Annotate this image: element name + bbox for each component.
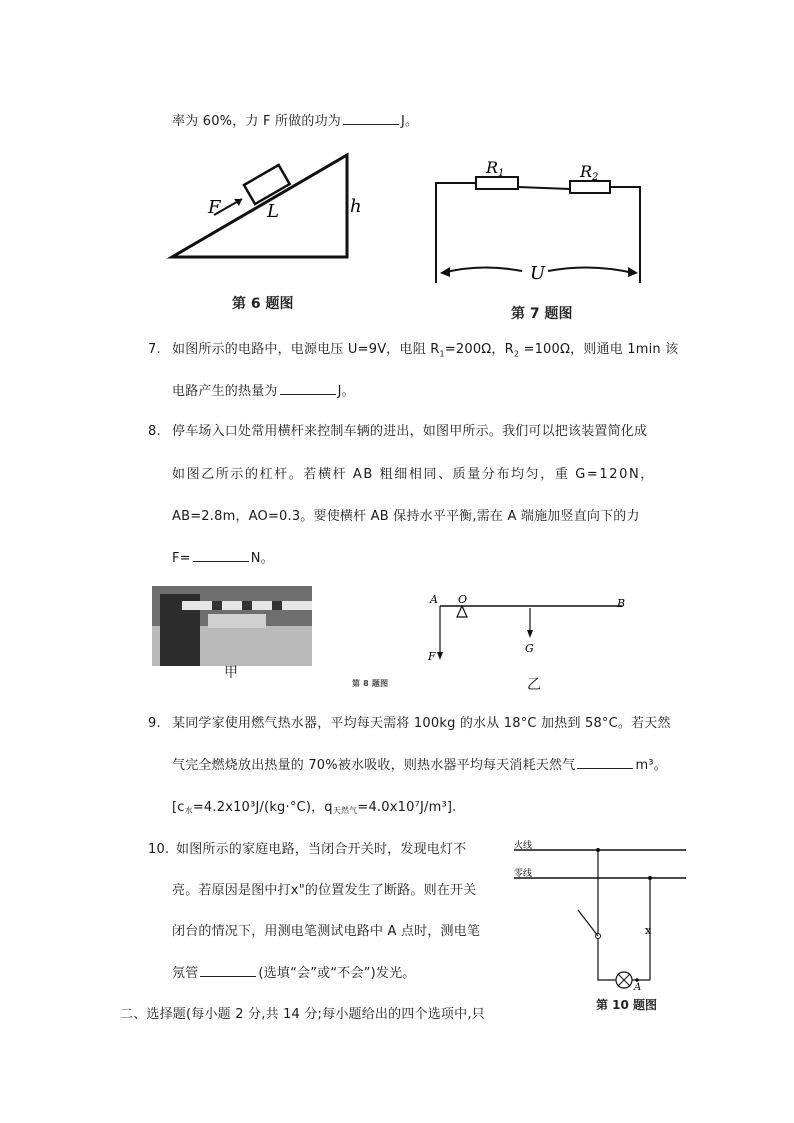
- fig7-label-r1: R1: [486, 158, 505, 179]
- fulcrum: [457, 606, 467, 617]
- q7-answer-blank[interactable]: [280, 382, 336, 395]
- fig6-caption: 第 6 题图: [232, 296, 294, 312]
- fig8b-label-F: F: [428, 650, 436, 663]
- q8-line1: 8. 停车场入口处常用横杆来控制车辆的进出，如图甲所示。我们可以把该装置简化成: [148, 424, 648, 439]
- fig10-caption: 第 10 题图: [596, 998, 658, 1012]
- fig8b-label-G: G: [525, 642, 534, 655]
- q8-number: 8.: [148, 424, 161, 439]
- q6-tail-line: [172, 110, 418, 129]
- q10-line2: 亮。若原因是图中打x"的位置发生了断路。则在开关: [172, 883, 477, 898]
- q7-number: 7.: [148, 342, 161, 357]
- fig10-label-A: A: [634, 982, 642, 990]
- q9-line1: 9. 某同学家使用燃气热水器，平均每天需将 100kg 的水从 18°C 加热到 58°C。若天然: [148, 716, 671, 731]
- fig10-label-neutral: 零线: [514, 869, 533, 879]
- fig8b-lever-diagram: [422, 590, 632, 665]
- resistor-r2: [570, 181, 610, 193]
- q8-line2: 如图乙所示的杠杆。若横杆 AB 粗细相同、质量分布均匀，重 G=120N，: [172, 467, 655, 482]
- fig6-label-F: F: [208, 197, 221, 218]
- q10-answer-blank[interactable]: [200, 964, 256, 977]
- incline-triangle: [172, 155, 347, 257]
- q6-tail-suffix: J。: [400, 114, 419, 129]
- q10-line4: 氖管 (选填“会”或“不会”)发光。: [172, 966, 416, 981]
- q7-line2: 电路产生的热量为 J。: [172, 384, 355, 399]
- q10-line1: 10. 如图所示的家庭电路，当闭合开关时，发现电灯不: [148, 842, 467, 857]
- fig8b-label: 乙: [527, 677, 542, 693]
- q7-line1: 7. 如图所示的电路中，电源电压 U=9V，电阻 $R_1=200\Omega$，$R_2 =100\Omega$，则通电 1min 该: [148, 342, 679, 359]
- q10-number: 10.: [148, 842, 170, 857]
- fig6-label-h: h: [350, 196, 362, 217]
- switch-blade: [578, 910, 598, 936]
- q10-line3: 闭台的情况下，用测电笔测试电路中 A 点时，测电笔: [172, 924, 481, 939]
- q9-line2: 气完全燃烧放出热量的 70%被水吸收，则热水器平均每天消耗天然气 m³。: [172, 758, 667, 773]
- fig10-household-circuit: [512, 838, 692, 990]
- fig10-break-mark: x: [645, 924, 652, 937]
- fig8b-label-A: A: [430, 593, 438, 606]
- fig6-inclined-plane: [162, 145, 362, 270]
- q6-answer-blank[interactable]: [343, 112, 399, 125]
- q8-line3: AB=2.8m，AO=0.3。要使横杆 AB 保持水平平衡,需在 A 端施加竖直向下的力: [172, 509, 640, 524]
- fig7-label-r2: R2: [580, 162, 599, 183]
- q9-line3: [c水=4.2x10³J/(kg·°C)，q天然气=4.0x10⁷J/m³].: [172, 800, 457, 815]
- fig8a-barrier-photo: [152, 586, 312, 666]
- q9-number: 9.: [148, 716, 161, 731]
- fig6-label-L: L: [267, 201, 279, 222]
- fig8-caption: 第 8 题图: [352, 679, 389, 688]
- q8-answer-blank[interactable]: [193, 549, 249, 562]
- fig10-label-live: 火线: [514, 841, 533, 851]
- section2-heading: 二、选择题(每小题 2 分,共 14 分;每小题给出的四个选项中,只: [120, 1007, 485, 1022]
- fig7-label-U: U: [530, 263, 546, 284]
- resistor-r1: [476, 177, 518, 189]
- fig8b-label-B: B: [617, 597, 626, 610]
- fig8b-label-O: O: [458, 593, 468, 606]
- q9-answer-blank[interactable]: [577, 756, 633, 769]
- block: [244, 165, 290, 204]
- q6-tail-prefix: 率为 60%，力 F 所做的功为: [172, 114, 341, 129]
- fig8a-label: 甲: [224, 665, 239, 681]
- fig7-caption: 第 7 题图: [511, 306, 573, 322]
- fig7-series-circuit: [430, 155, 650, 290]
- q8-line4: F= N。: [172, 551, 274, 566]
